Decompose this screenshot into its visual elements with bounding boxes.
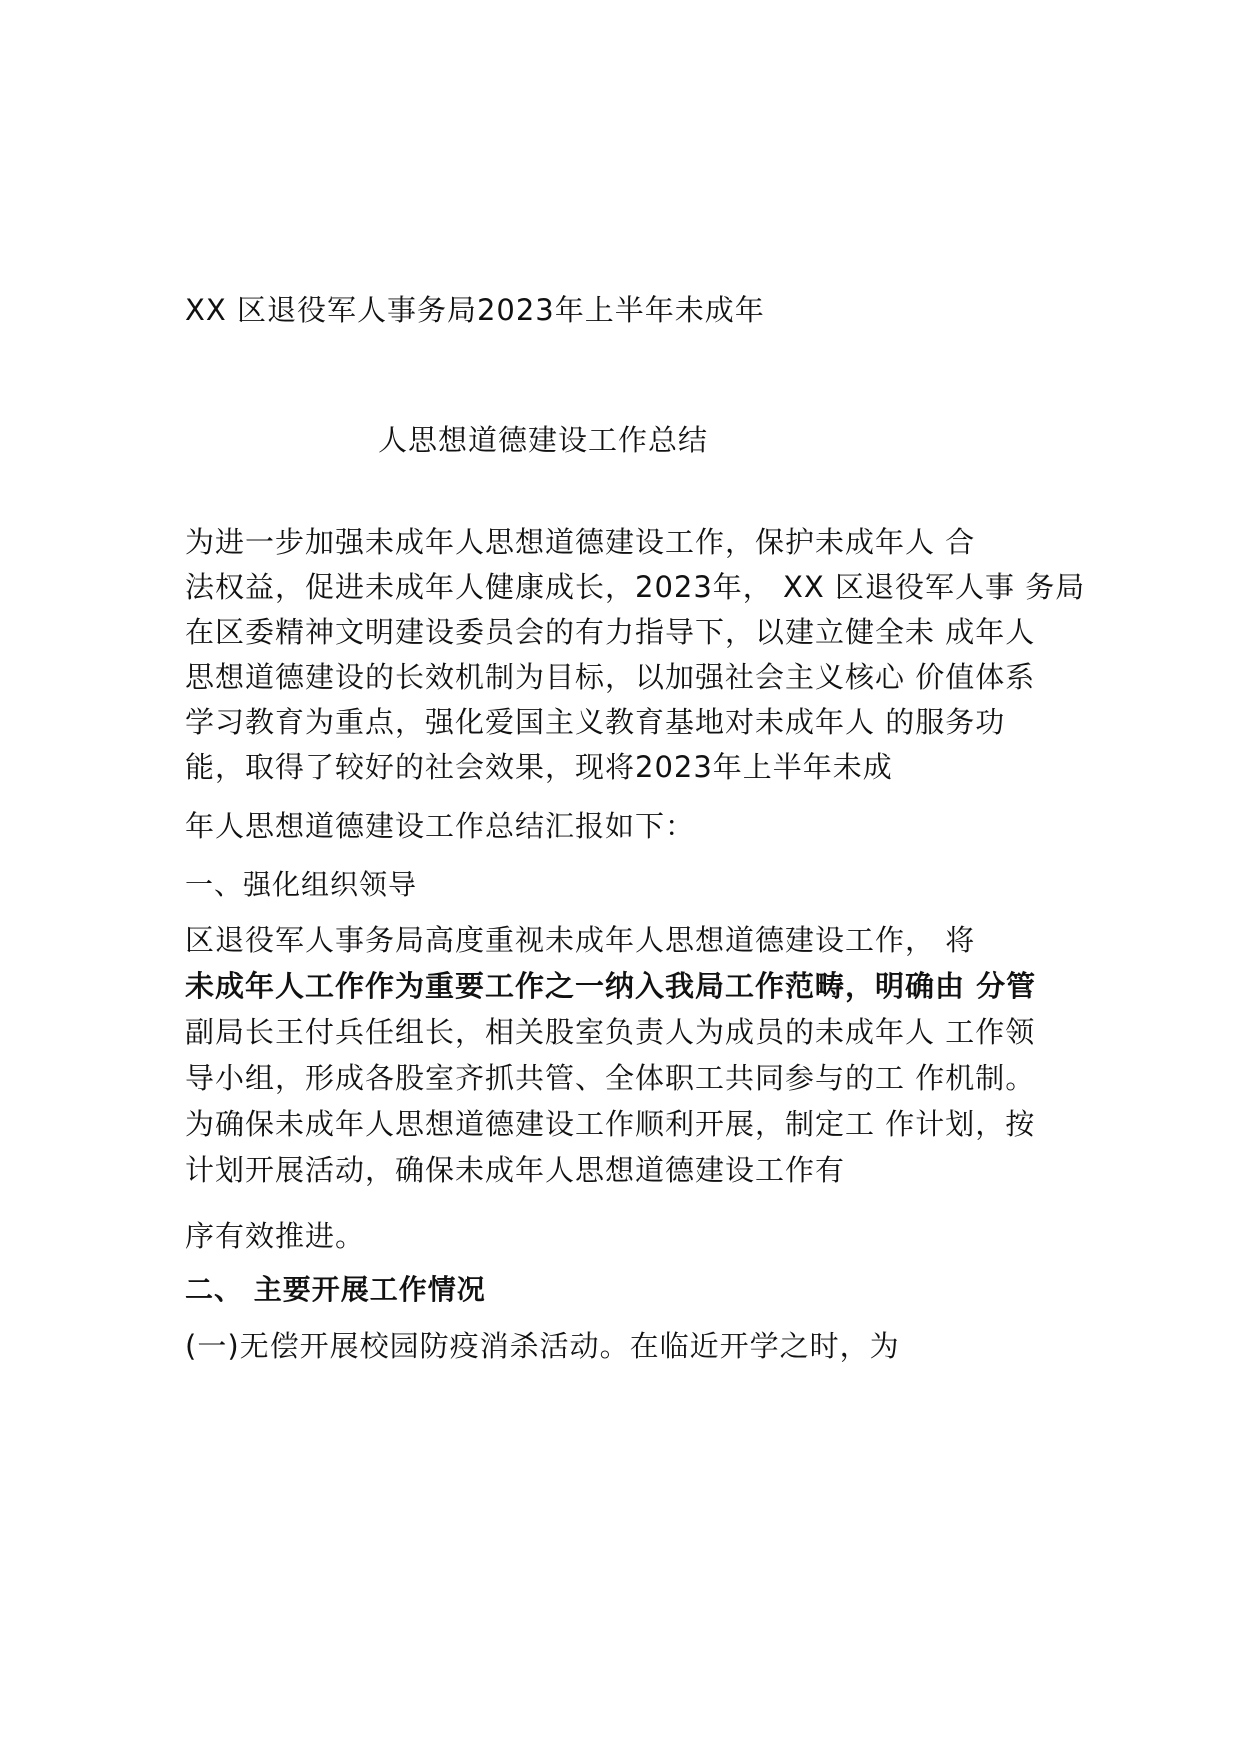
intro-paragraph-line: 为进一步加强未成年人思想道德建设工作，保护未成年人 合 (185, 525, 976, 559)
intro-paragraph-line: 学习教育为重点，强化爱国主义教育基地对未成年人 的服务功 (185, 705, 1006, 739)
section-1-heading: 一、强化组织领导 (185, 868, 418, 901)
intro-paragraph-line: 思想道德建设的长效机制为目标，以加强社会主义核心 价值体系 (185, 660, 1036, 694)
intro-paragraph-line: 在区委精神文明建设委员会的有力指导下，以建立健全未 成年人 (185, 615, 1036, 649)
document-title-line-1: XX 区退役军人事务局2023年上半年未成年 (185, 293, 765, 327)
section-1-paragraph-line: 序有效推进。 (185, 1219, 366, 1253)
intro-paragraph-line: 年人思想道德建设工作总结汇报如下： (185, 809, 696, 843)
section-2-item-1-line: (一)无偿开展校园防疫消杀活动。在临近开学之时，为 (185, 1329, 900, 1363)
intro-paragraph-line: 能，取得了较好的社会效果，现将2023年上半年未成 (185, 750, 893, 784)
document-title-line-2: 人思想道德建设工作总结 (378, 423, 709, 457)
section-1-paragraph-line: 区退役军人事务局高度重视未成年人思想道德建设工作， 将 (185, 923, 976, 957)
section-1-paragraph-line: 为确保未成年人思想道德建设工作顺利开展，制定工 作计划，按 (185, 1107, 1036, 1141)
section-1-paragraph-line: 导小组，形成各股室齐抓共管、全体职工共同参与的工 作机制。 (185, 1061, 1036, 1095)
section-1-paragraph-line: 未成年人工作作为重要工作之一纳入我局工作范畴，明确由 分管 (185, 969, 1037, 1003)
section-2-heading: 二、 主要开展工作情况 (185, 1273, 486, 1306)
section-1-paragraph-line: 计划开展活动，确保未成年人思想道德建设工作有 (185, 1153, 846, 1187)
intro-paragraph-line: 法权益，促进未成年人健康成长，2023年， XX 区退役军人事 务局 (185, 570, 1086, 604)
section-1-paragraph-line: 副局长王付兵任组长，相关股室负责人为成员的未成年人 工作领 (185, 1015, 1036, 1049)
